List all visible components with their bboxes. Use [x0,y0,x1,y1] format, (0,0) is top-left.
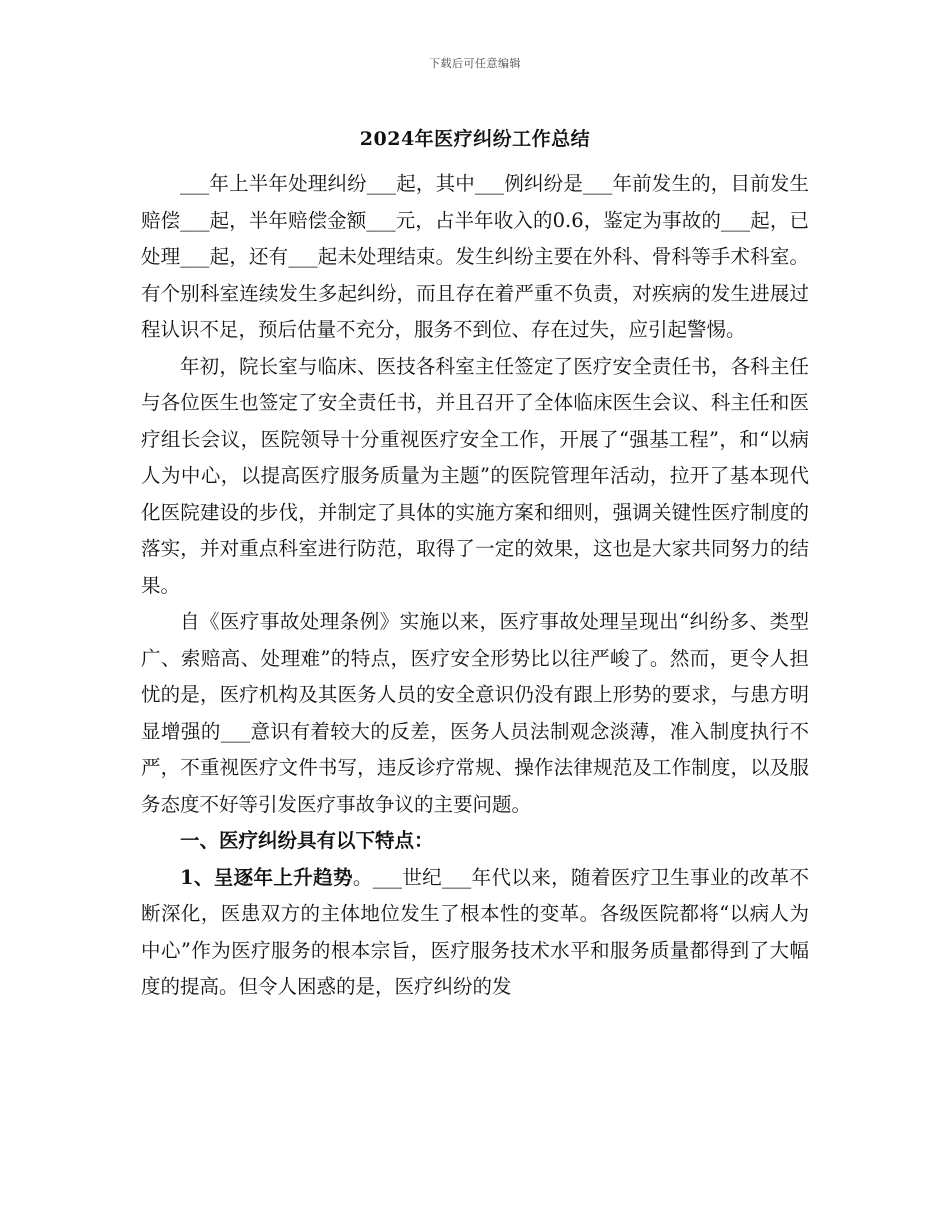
paragraph-safety-responsibility: 年初，院长室与临床、医技各科室主任签定了医疗安全责任书，各科主任与各位医生也签定了安全责任书，并且召开了全体临床医生会议、科主任和医疗组长会议，医院领导十分重视医疗安全工作，开展了“强基工程”，和“以病人为中心，以提高医疗服务质量为主题”的医院管理年活动，拉开了基本现代化医院建设的步伐，并制定了具体的实施方案和细则，强调关键性医疗制度的落实，并对重点科室进行防范，取得了一定的效果，这也是大家共同努力的结果。 [141,354,809,597]
header-note: 下载后可任意编辑 [429,57,521,70]
paragraph-regulation-impact: 自《医疗事故处理条例》实施以来，医疗事故处理呈现出“纠纷多、类型广、索赔高、处理难”的特点，医疗安全形势比以往严峻了。然而，更令人担忧的是，医疗机构及其医务人员的安全意识仍没有跟上形势的要求，与患方明显增强的___意识有着较大的反差，医务人员法制观念淡薄，准入制度执行不严，不重视医疗文件书写，违反诊疗常规、操作法律规范及工作制度，以及服务态度不好等引发医疗事故争议的主要问题。 [141,610,809,816]
document-body [141,166,809,1006]
paragraph-summary: ___年上半年处理纠纷___起，其中___例纠纷是___年前发生的，目前发生赔偿___起，半年赔偿金额___元，占半年收入的0.6，鉴定为事故的___起，已处理___起，还有___起未处理结束。发生纠纷主要在外科、骨科等手术科室。有个别科室连续发生多起纠纷，而且存在着严重不负责，对疾病的发生进展过程认识不足，预后估量不充分，服务不到位、存在过失，应引起警惕。 [141,172,809,341]
point-1-text: 。___世纪___年代以来，随着医疗卫生事业的改革不断深化，医患双方的主体地位发生了根本性的变革。各级医院都将“以病人为中心”作为医疗服务的根本宗旨，医疗服务技术水平和服务质量都得到了大幅度的提高。但令人困惑的是，医疗纠纷的发 [141,865,809,998]
point-1-paragraph [141,860,809,1006]
point-1-lead: 1、呈逐年上升趋势 [180,865,353,889]
document-title: 2024年医疗纠纷工作总结 [359,128,591,150]
section-heading: 一、医疗纠纷具有以下特点： [180,829,434,852]
